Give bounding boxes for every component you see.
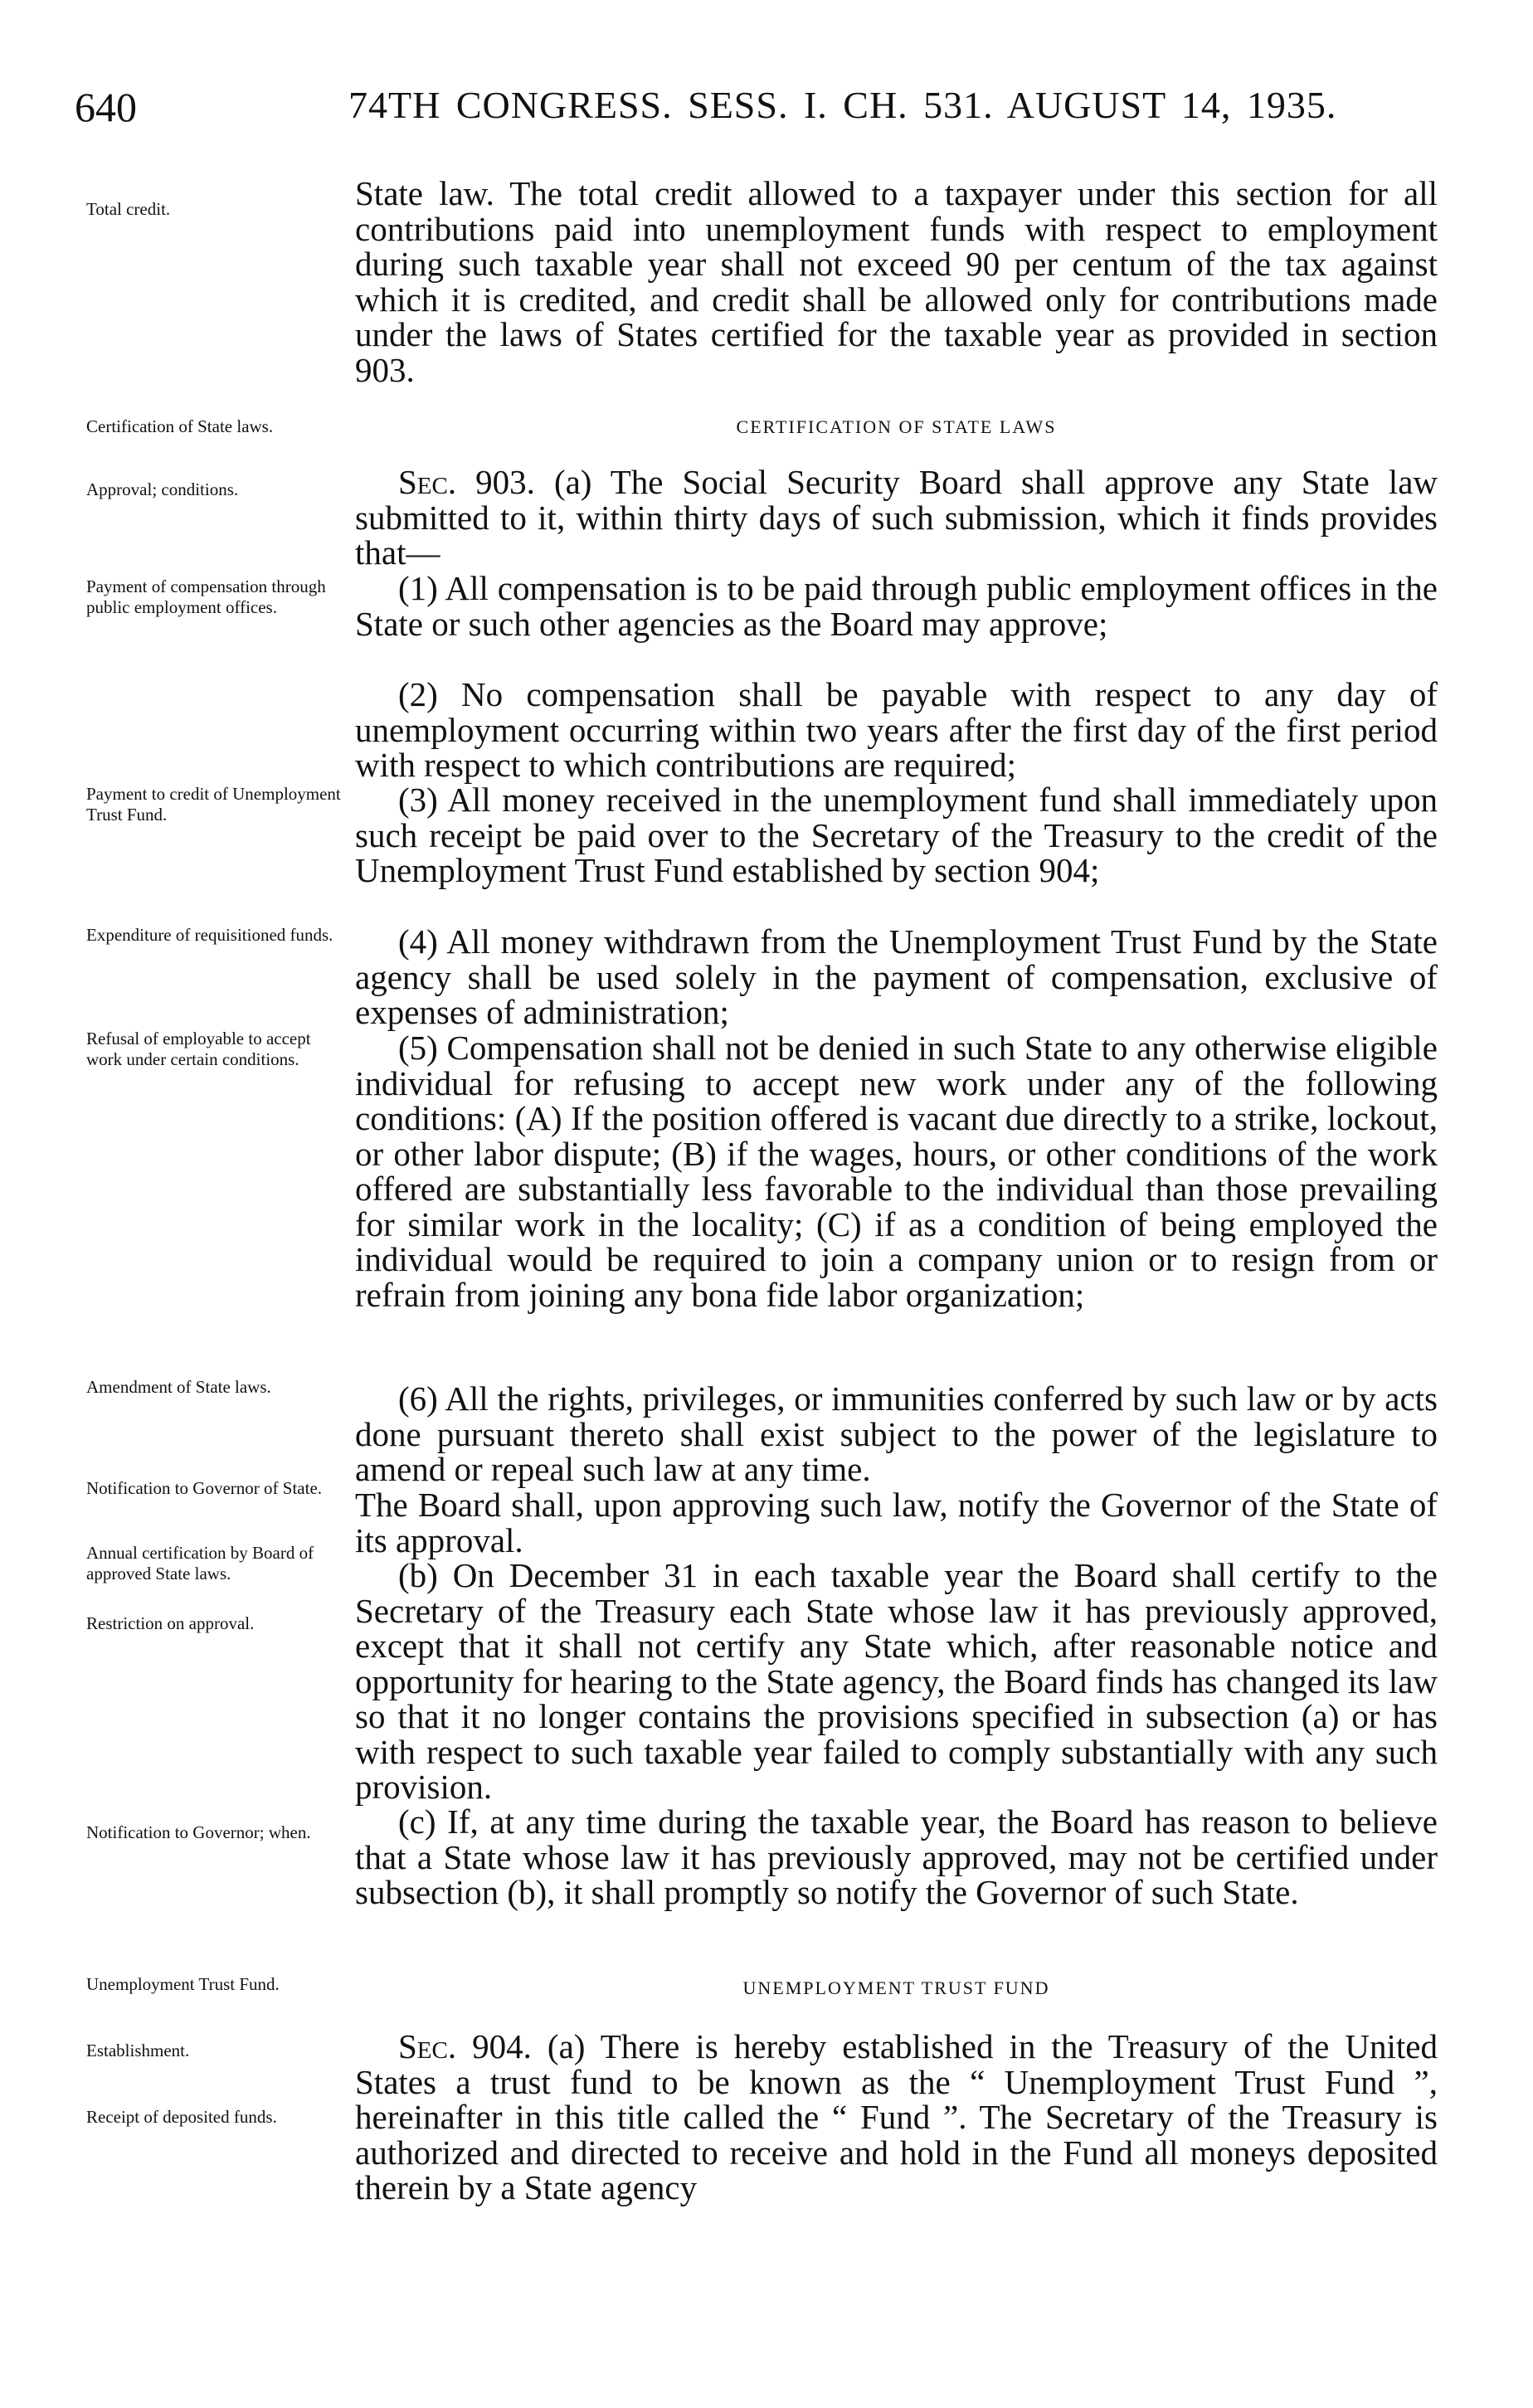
page-header xyxy=(75,83,1443,141)
paragraph-903-1: (1) All compensation is to be paid through public employment offices in the State or such other agencies as the Board may approve; xyxy=(355,569,1438,643)
paragraph-903-2: (2) No compensation shall be payable with respect to any day of unemployment occurring within two years after the first day of the first period with respect to which contributions are required; xyxy=(355,675,1438,784)
margin-note-notification-when: Notification to Governor; when. xyxy=(86,1822,311,1842)
paragraph-903-4: (4) All money withdrawn from the Unemployment Trust Fund by the State agency shall be used solely in the payment of compensation, exclusive of expenses of administration; xyxy=(355,922,1438,1031)
paragraph-903-3: (3) All money received in the unemployment fund shall immediately upon such receipt be paid over to the Secretary of the Treasury to the credit of the Unemployment Trust Fund established by section 904; xyxy=(355,781,1438,889)
margin-note-annual-certification: Annual certification by Board of approved State laws. xyxy=(86,1543,314,1583)
margin-note-certification: Certification of State laws. xyxy=(86,416,274,436)
margin-note-notification-governor: Notification to Governor of State. xyxy=(86,1478,323,1498)
margin-note-expenditure: Expenditure of requisitioned funds. xyxy=(86,925,333,945)
paragraph-903-5: (5) Compensation shall not be denied in such State to any otherwise eligible individual for refusing to accept new work under any of the following conditions: (A) If the position offered is vacant due directly to a strike, lockout, or other labor dispute; (B) if the wages, hours, or other conditions of the work offered are substantially less favorable to the individual than those prevailing for similar work in the locality; (C) if as a condition of being employed the individual would be required to join a company union or to resign from or refrain from joining any bona fide labor organization; xyxy=(355,1029,1438,1314)
margin-note-receipt: Receipt of deposited funds. xyxy=(86,2107,277,2127)
running-head: 74TH CONGRESS. SESS. I. CH. 531. AUGUST 14, 1935. xyxy=(348,84,1337,126)
paragraph-notify-governor: The Board shall, upon approving such law, notify the Governor of the State of its approval. xyxy=(355,1486,1438,1559)
paragraph-total-credit: State law. The total credit allowed to a taxpayer under this section for all contributions paid into unemployment funds with respect to employment during such taxable year shall not exceed 90 per centum of the tax against which it is credited, and credit shall be allowed only for contributions made under the laws of States certified for the taxable year as provided in section 903. xyxy=(355,174,1438,389)
paragraph-sec-904a: Sec. 904. (a) There is hereby established in the Treasury of the United States a trust fund to be known as the “ Unemployment Trust Fund ”, hereinafter in this title called the “ Fund ”. The Secretary of the Treasury is authorized and directed to receive and hold in the Fund all moneys deposited therein by a State agency xyxy=(355,2027,1438,2206)
margin-note-trust-fund-credit: Payment to credit of Unemployment Trust Fund. xyxy=(86,784,341,825)
margin-note-refusal: Refusal of employable to accept work under certain conditions. xyxy=(86,1029,311,1069)
margin-note-amendment: Amendment of State laws. xyxy=(86,1377,271,1397)
heading-certification: CERTIFICATION OF STATE LAWS xyxy=(736,416,1057,437)
section-label-904: Sec. 904. xyxy=(398,2027,532,2065)
margin-note-total-credit: Total credit. xyxy=(86,199,171,219)
margin-note-payment-offices: Payment of compensation through public employment offices. xyxy=(86,576,326,617)
margin-note-trust-fund: Unemployment Trust Fund. xyxy=(86,1974,280,1994)
page-number: 640 xyxy=(75,84,137,130)
section-label-903: Sec. 903. xyxy=(398,463,535,501)
paragraph-903-b: (b) On December 31 in each taxable year the Board shall certify to the Secretary of the Treasury each State whose law it has previously approved, except that it shall not certify any State which, after reasonable notice and opportunity for hearing to the State agency, the Board finds has changed its law so that it no longer contains the provisions specified in subsection (a) or has with respect to such taxable year failed to comply substantially with any such provision. xyxy=(355,1556,1438,1806)
paragraph-sec-903a: Sec. 903. (a) The Social Security Board shall approve any State law submitted to it, within thirty days of such submission, which it finds provides that— xyxy=(355,463,1438,572)
margin-note-establishment: Establishment. xyxy=(86,2041,190,2060)
margin-note-approval: Approval; conditions. xyxy=(86,479,239,499)
heading-trust-fund: UNEMPLOYMENT TRUST FUND xyxy=(742,1977,1050,1998)
margin-note-restriction: Restriction on approval. xyxy=(86,1613,255,1633)
paragraph-903-c: (c) If, at any time during the taxable year, the Board has reason to believe that a State whose law it has previously approved, may not be certified under subsection (b), it shall promptly so notify the Governor of such State. xyxy=(355,1802,1438,1911)
paragraph-903-6: (6) All the rights, privileges, or immunities conferred by such law or by acts done pursuant thereto shall exist subject to the power of the legislature to amend or repeal such law at any time. xyxy=(355,1379,1438,1488)
